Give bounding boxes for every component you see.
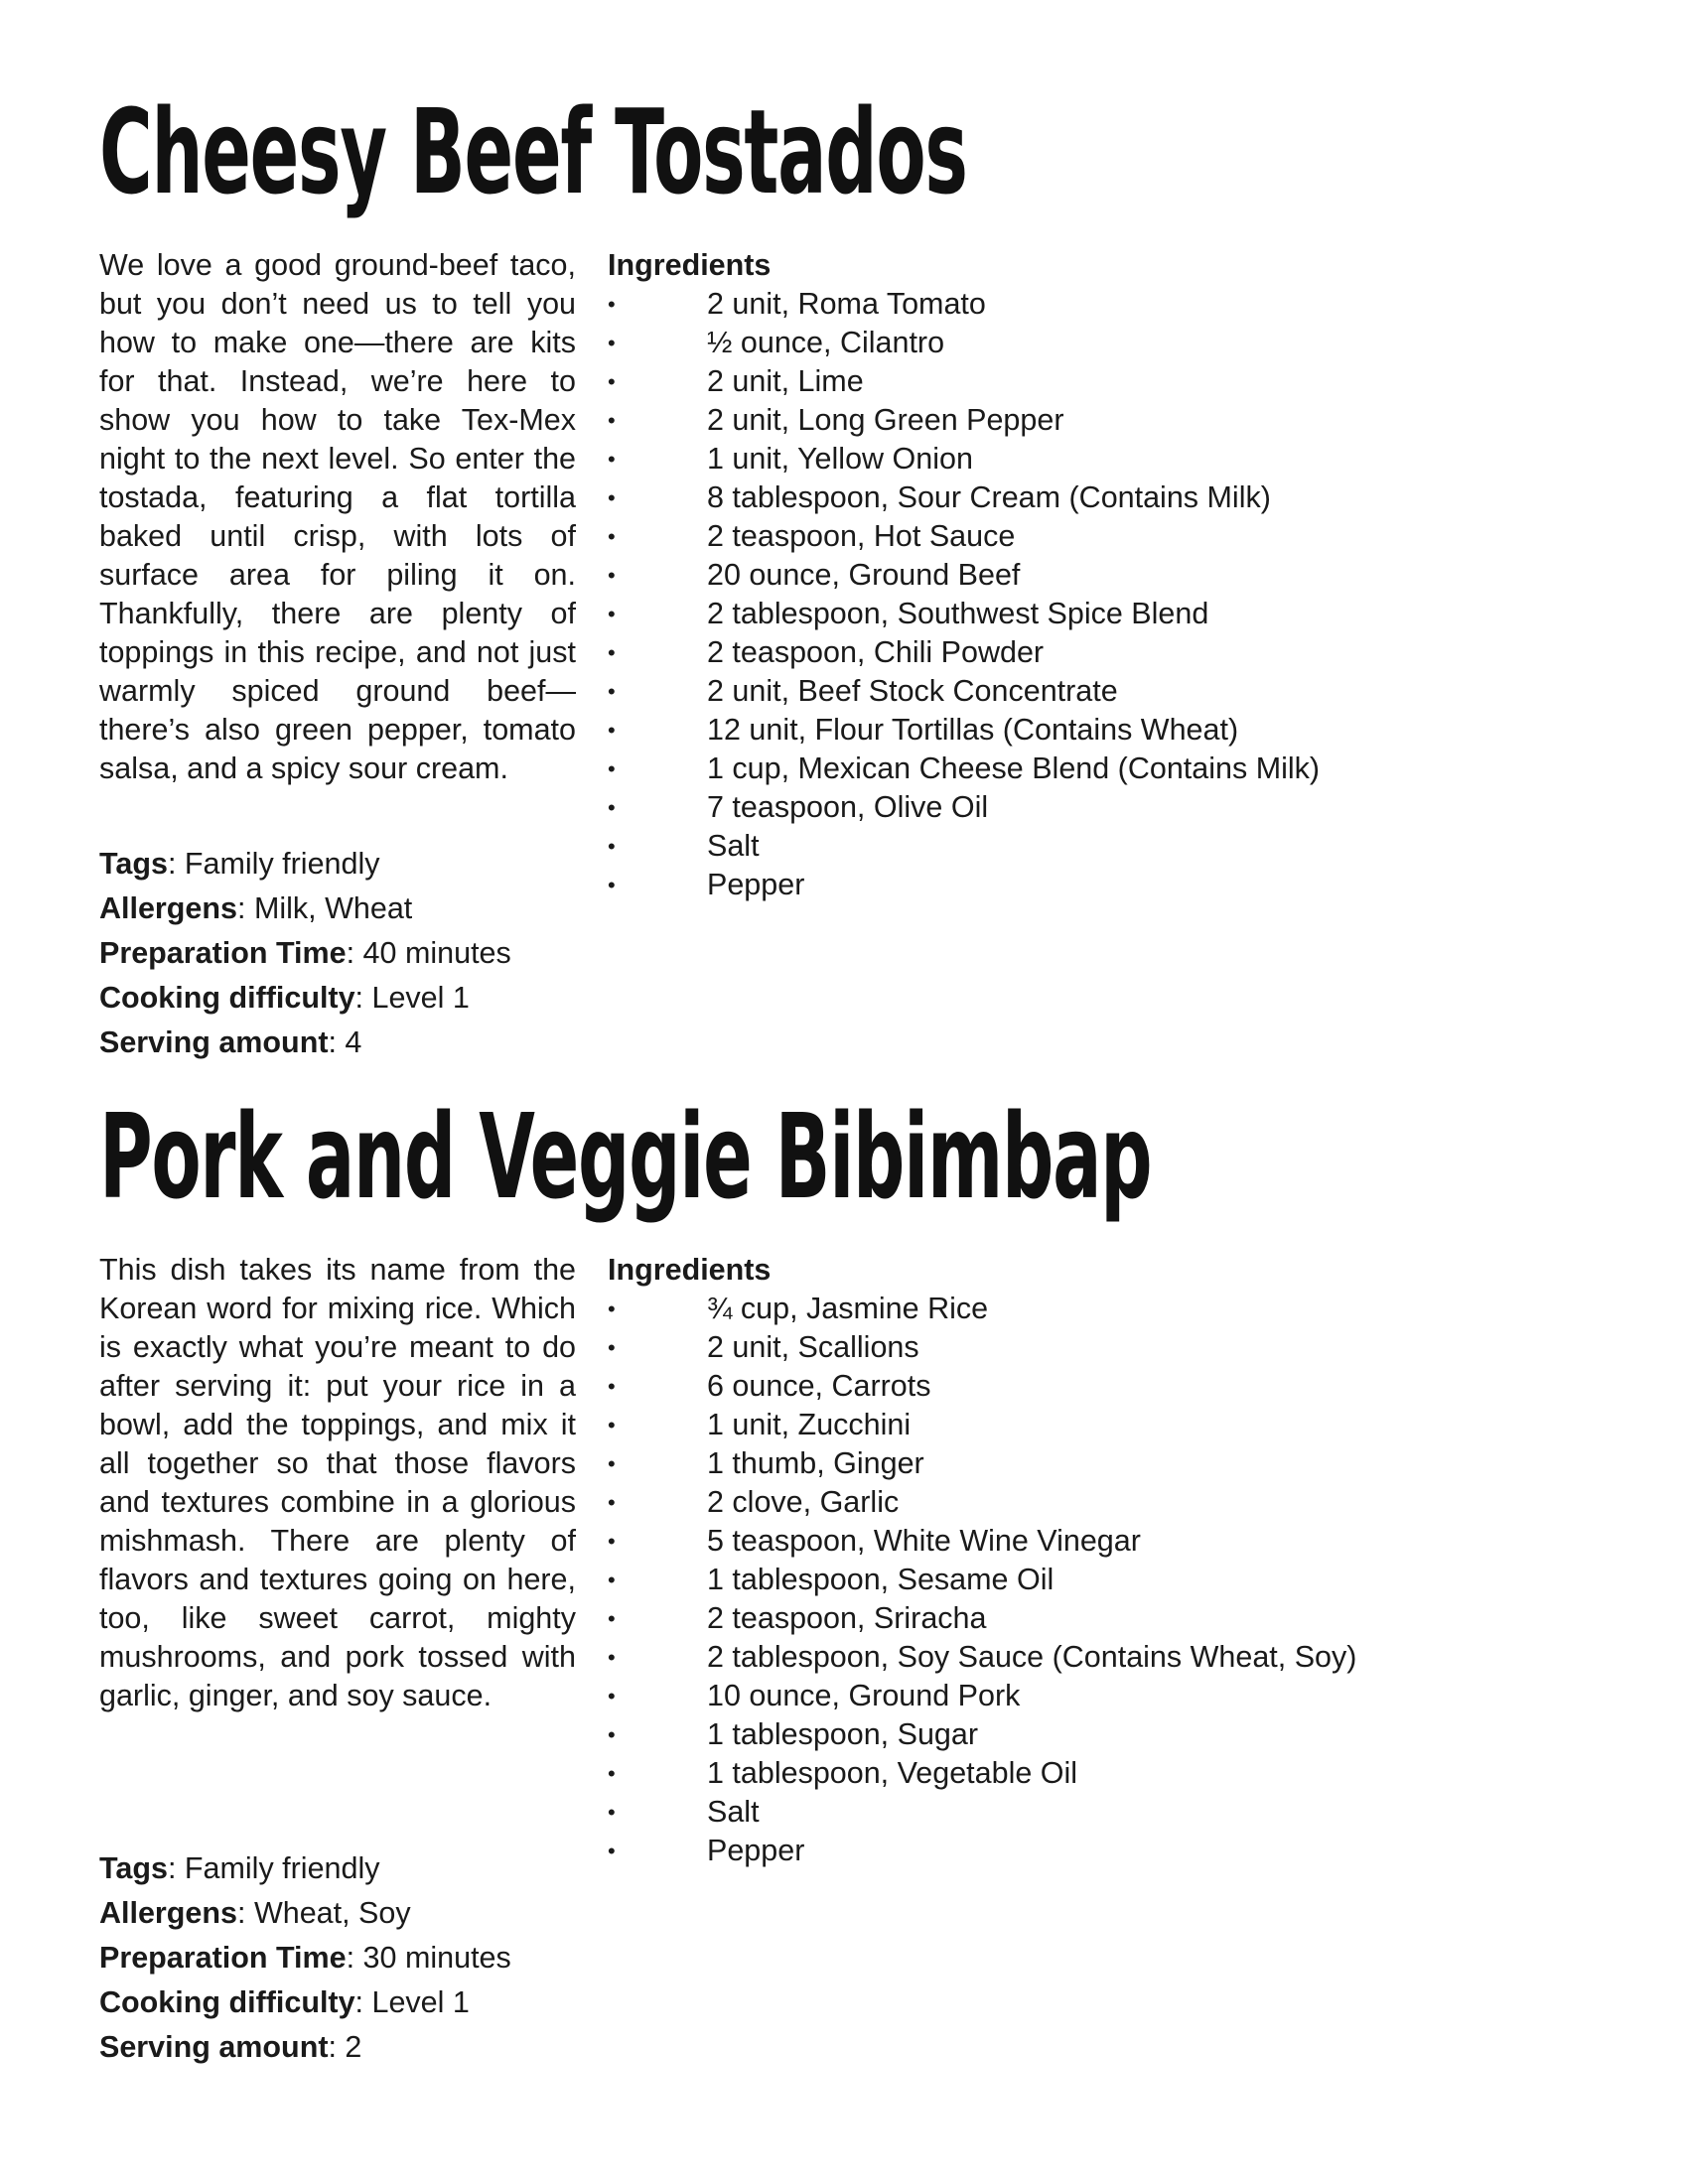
- ingredients-list: [608, 1290, 1601, 1870]
- bullet-icon: •: [608, 1335, 616, 1360]
- meta-tags-label: Tags: [99, 847, 168, 881]
- bullet-icon: •: [608, 1451, 616, 1476]
- ingredient-item: [608, 711, 1601, 750]
- bullet-icon: •: [608, 1684, 616, 1708]
- ingredient-text: 2 teaspoon, Chili Powder: [707, 635, 1045, 669]
- ingredient-text: ½ ounce, Cilantro: [707, 326, 945, 359]
- ingredient-text: Pepper: [707, 1834, 805, 1867]
- meta-tags-value: : Family friendly: [167, 847, 380, 881]
- ingredient-text: 1 tablespoon, Sesame Oil: [707, 1563, 1055, 1596]
- ingredient-text: 1 unit, Zucchini: [707, 1408, 912, 1441]
- recipe-description: We love a good ground-beef taco, but you don’t need us to tell you how to make one—there are kits for that. Instead, we’re here to show you how to take Tex-Mex night to the next level. So enter the tostada, featuring a flat tortilla baked until crisp, with lots of surface area for piling it on. Thankfully, there are plenty of toppings in this recipe, and not just warmly spiced ground beef—there’s also green pepper, tomato salsa, and a spicy sour cream.: [99, 248, 576, 785]
- ingredient-item: [608, 1290, 1601, 1328]
- ingredient-text: 2 unit, Long Green Pepper: [707, 403, 1064, 437]
- meta-difficulty-label: Cooking difficulty: [99, 1985, 355, 2019]
- recipe-cheesy-beef-tostados: [99, 77, 1609, 1059]
- bullet-icon: •: [608, 1761, 616, 1786]
- recipe-title: Pork and Veggie Bibimbap: [99, 1088, 1152, 1225]
- meta-prep-time: [99, 1936, 655, 1980]
- ingredients-heading: Ingredients: [608, 1253, 772, 1287]
- meta-allergens-value: : Milk, Wheat: [237, 891, 413, 925]
- ingredient-text: 10 ounce, Ground Pork: [707, 1679, 1021, 1712]
- bullet-icon: •: [608, 563, 616, 588]
- meta-serving-label: Serving amount: [99, 1025, 329, 1059]
- ingredient-text: 2 teaspoon, Hot Sauce: [707, 519, 1016, 553]
- bullet-icon: •: [608, 718, 616, 743]
- ingredient-text: 2 unit, Scallions: [707, 1330, 919, 1364]
- bullet-icon: •: [608, 834, 616, 859]
- ingredient-text: 2 tablespoon, Soy Sauce (Contains Wheat, Soy): [707, 1640, 1357, 1674]
- meta-prep-label: Preparation Time: [99, 936, 347, 970]
- ingredient-text: 2 clove, Garlic: [707, 1485, 900, 1519]
- bullet-icon: •: [608, 369, 616, 394]
- ingredient-item: [608, 478, 1601, 517]
- ingredients-list: [608, 285, 1601, 904]
- recipe-title: Cheesy Beef Tostados: [99, 83, 967, 220]
- ingredient-item: [608, 1444, 1601, 1483]
- ingredient-item: [608, 827, 1601, 866]
- bullet-icon: •: [608, 1645, 616, 1670]
- ingredient-item: [608, 440, 1601, 478]
- meta-allergens-label: Allergens: [99, 891, 237, 925]
- meta-difficulty: [99, 1980, 655, 2025]
- ingredient-text: 8 tablespoon, Sour Cream (Contains Milk): [707, 480, 1271, 514]
- ingredient-item: [608, 1522, 1601, 1561]
- ingredient-text: 1 unit, Yellow Onion: [707, 442, 973, 476]
- meta-prep-value: : 30 minutes: [346, 1941, 511, 1975]
- bullet-icon: •: [608, 1413, 616, 1437]
- meta-prep-time: [99, 931, 655, 976]
- bullet-icon: •: [608, 679, 616, 704]
- bullet-icon: •: [608, 873, 616, 897]
- ingredient-text: 2 unit, Roma Tomato: [707, 287, 986, 321]
- ingredient-text: 1 tablespoon, Sugar: [707, 1717, 979, 1751]
- bullet-icon: •: [608, 1800, 616, 1825]
- meta-allergens: [99, 887, 655, 931]
- ingredient-item: [608, 1406, 1601, 1444]
- ingredient-item: [608, 1483, 1601, 1522]
- meta-allergens: [99, 1891, 655, 1936]
- meta-difficulty-label: Cooking difficulty: [99, 981, 355, 1015]
- bullet-icon: •: [608, 795, 616, 820]
- meta-allergens-value: : Wheat, Soy: [237, 1896, 411, 1930]
- recipe-pork-veggie-bibimbap: [99, 1082, 1609, 2064]
- meta-serving: [99, 1021, 655, 1065]
- ingredient-item: [608, 1677, 1601, 1715]
- bullet-icon: •: [608, 1839, 616, 1863]
- bullet-icon: •: [608, 756, 616, 781]
- ingredient-text: 1 thumb, Ginger: [707, 1446, 924, 1480]
- bullet-icon: •: [608, 1297, 616, 1321]
- ingredient-text: 1 cup, Mexican Cheese Blend (Contains Milk): [707, 751, 1321, 785]
- bullet-icon: •: [608, 524, 616, 549]
- meta-serving: [99, 2025, 655, 2070]
- meta-prep-value: : 40 minutes: [346, 936, 511, 970]
- ingredient-item: [608, 1328, 1601, 1367]
- meta-prep-label: Preparation Time: [99, 1941, 347, 1975]
- meta-difficulty-value: : Level 1: [354, 981, 470, 1015]
- bullet-icon: •: [608, 1374, 616, 1399]
- ingredient-item: [608, 1832, 1601, 1870]
- meta-serving-value: : 2: [328, 2030, 362, 2064]
- bullet-icon: •: [608, 640, 616, 665]
- ingredient-item: [608, 788, 1601, 827]
- bullet-icon: •: [608, 408, 616, 433]
- bullet-icon: •: [608, 1722, 616, 1747]
- ingredient-item: [608, 1754, 1601, 1793]
- meta-serving-value: : 4: [328, 1025, 362, 1059]
- ingredient-item: [608, 672, 1601, 711]
- ingredient-text: 2 unit, Beef Stock Concentrate: [707, 674, 1118, 708]
- bullet-icon: •: [608, 1568, 616, 1592]
- recipe-description: This dish takes its name from the Korean word for mixing rice. Which is exactly what you’re meant to do after serving it: put your rice in a bowl, add the toppings, and mix it all together so that those flavors and textures combine in a glorious mishmash. There are plenty of flavors and textures going on here, too, like sweet carrot, mighty mushrooms, and pork tossed with garlic, ginger, and soy sauce.: [99, 1253, 576, 1712]
- ingredient-text: 1 tablespoon, Vegetable Oil: [707, 1756, 1078, 1790]
- ingredients-heading: Ingredients: [608, 248, 772, 282]
- ingredient-item: [608, 1715, 1601, 1754]
- ingredient-item: [608, 285, 1601, 324]
- recipe-meta: [99, 842, 655, 1065]
- meta-serving-label: Serving amount: [99, 2030, 329, 2064]
- ingredient-item: [608, 1367, 1601, 1406]
- ingredient-item: [608, 595, 1601, 633]
- meta-tags: [99, 1846, 655, 1891]
- ingredient-item: [608, 1793, 1601, 1832]
- bullet-icon: •: [608, 1529, 616, 1554]
- ingredient-item: [608, 324, 1601, 362]
- bullet-icon: •: [608, 1490, 616, 1515]
- ingredient-item: [608, 556, 1601, 595]
- ingredient-item: [608, 866, 1601, 904]
- ingredient-text: 5 teaspoon, White Wine Vinegar: [707, 1524, 1141, 1558]
- ingredient-item: [608, 362, 1601, 401]
- ingredient-text: 7 teaspoon, Olive Oil: [707, 790, 989, 824]
- meta-allergens-label: Allergens: [99, 1896, 237, 1930]
- ingredient-text: 2 teaspoon, Sriracha: [707, 1601, 987, 1635]
- ingredient-text: Salt: [707, 1795, 760, 1829]
- ingredient-item: [608, 750, 1601, 788]
- bullet-icon: •: [608, 331, 616, 355]
- bullet-icon: •: [608, 447, 616, 472]
- ingredient-text: 12 unit, Flour Tortillas (Contains Wheat): [707, 713, 1239, 747]
- ingredient-text: 20 ounce, Ground Beef: [707, 558, 1021, 592]
- ingredients-section: [608, 246, 1601, 904]
- ingredient-item: [608, 633, 1601, 672]
- ingredient-text: Pepper: [707, 868, 805, 901]
- ingredient-text: ¾ cup, Jasmine Rice: [707, 1292, 989, 1325]
- ingredient-text: 2 unit, Lime: [707, 364, 864, 398]
- bullet-icon: •: [608, 602, 616, 626]
- ingredient-text: 6 ounce, Carrots: [707, 1369, 931, 1403]
- ingredient-item: [608, 1561, 1601, 1599]
- ingredient-item: [608, 517, 1601, 556]
- ingredients-section: [608, 1251, 1601, 1870]
- meta-tags-value: : Family friendly: [167, 1851, 380, 1885]
- meta-tags-label: Tags: [99, 1851, 168, 1885]
- meta-difficulty-value: : Level 1: [354, 1985, 470, 2019]
- ingredient-item: [608, 1638, 1601, 1677]
- ingredient-text: Salt: [707, 829, 760, 863]
- bullet-icon: •: [608, 485, 616, 510]
- bullet-icon: •: [608, 1606, 616, 1631]
- recipe-meta: [99, 1846, 655, 2070]
- ingredient-item: [608, 1599, 1601, 1638]
- ingredient-text: 2 tablespoon, Southwest Spice Blend: [707, 597, 1209, 630]
- bullet-icon: •: [608, 292, 616, 317]
- ingredient-item: [608, 401, 1601, 440]
- meta-tags: [99, 842, 655, 887]
- meta-difficulty: [99, 976, 655, 1021]
